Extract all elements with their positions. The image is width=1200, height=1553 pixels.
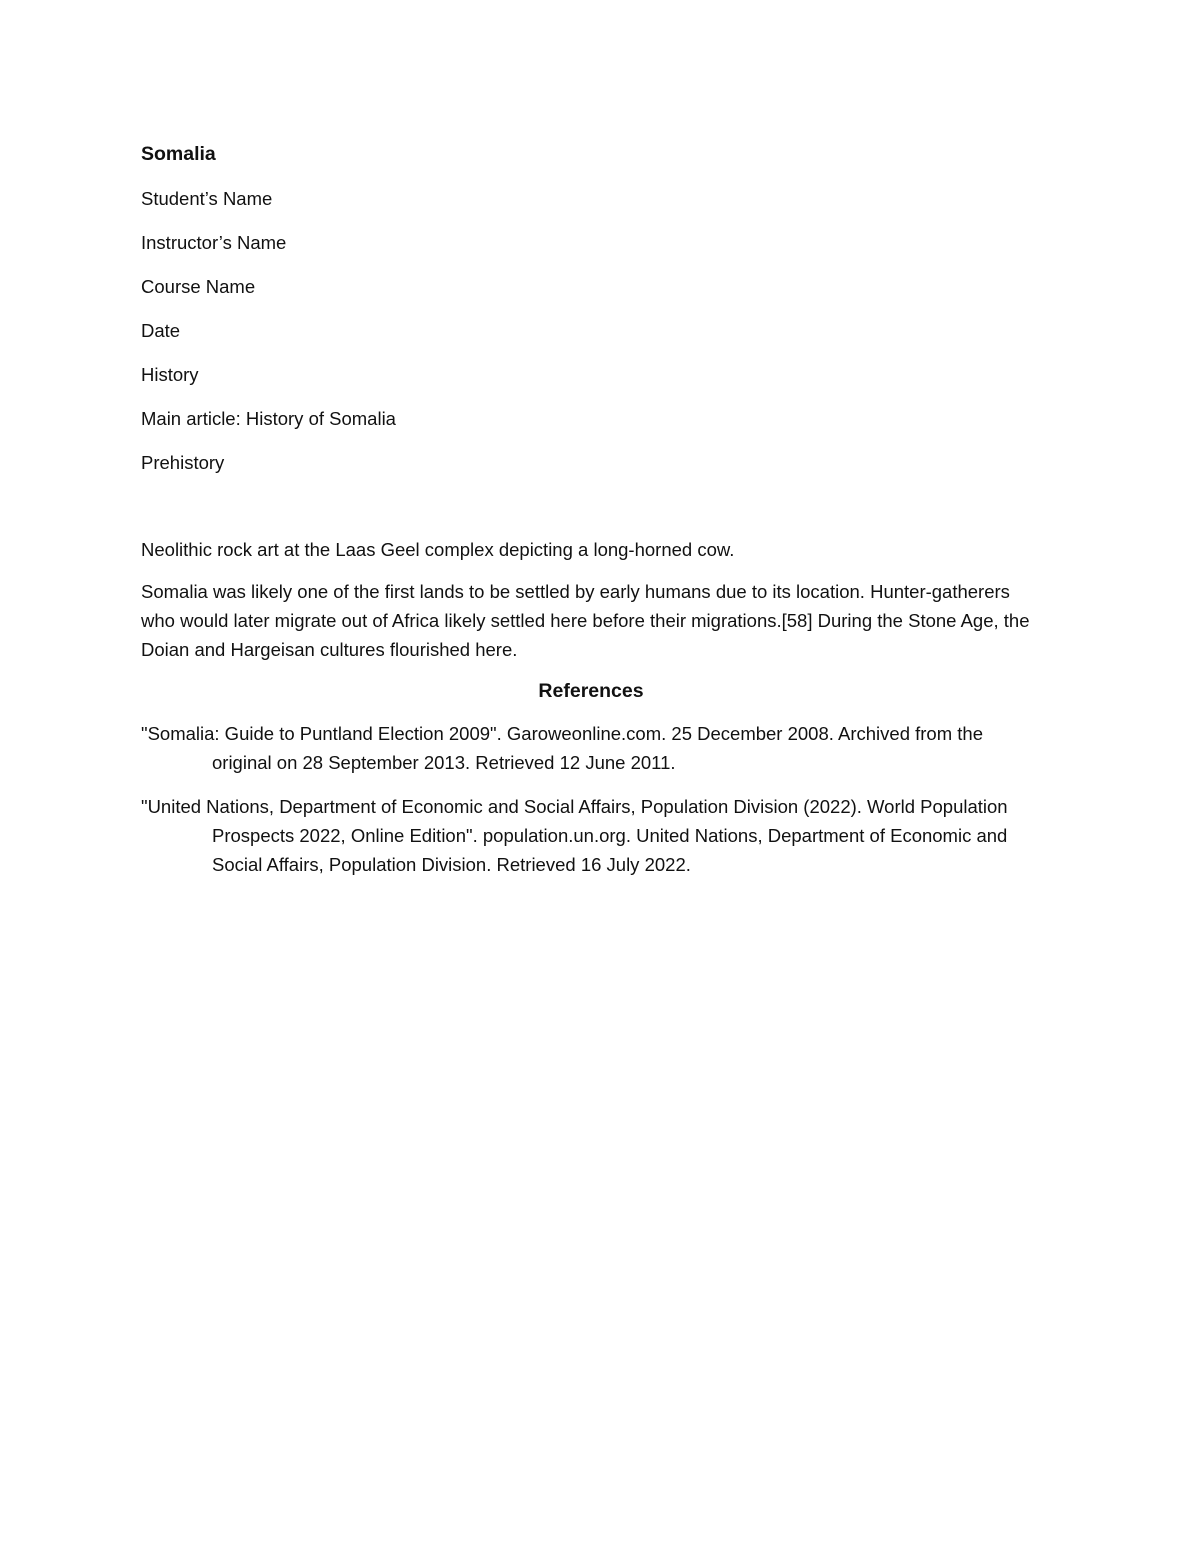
references-heading: References [538, 680, 644, 702]
student-name-line: Student’s Name [141, 188, 273, 209]
image-caption: Neolithic rock art at the Laas Geel complex depicting a long-horned cow. [141, 539, 735, 560]
instructor-name-line: Instructor’s Name [141, 232, 287, 253]
reference-item: "United Nations, Department of Economic and Social Affairs, Population Division (2022). World Population Prospects 2022, Online Edition". population.un.org. United Nations, Department of Economic and Social Affairs, Population Division. Retrieved 16 July 2022. [141, 796, 1008, 875]
document-title: Somalia [141, 143, 216, 165]
main-article-line: Main article: History of Somalia [141, 408, 396, 429]
document-content [141, 140, 1041, 894]
section-heading-prehistory: Prehistory [141, 452, 225, 473]
date-line: Date [141, 320, 181, 341]
blank-line [141, 492, 1041, 535]
reference-item: "Somalia: Guide to Puntland Election 2009". Garoweonline.com. 25 December 2008. Archived from the original on 28 September 2013. Retrieved 12 June 2011. [141, 723, 983, 773]
course-name-line: Course Name [141, 276, 256, 297]
section-heading-history: History [141, 364, 199, 385]
body-paragraph: Somalia was likely one of the first lands to be settled by early humans due to its location. Hunter-gatherers who would later migrate out of Africa likely settled here before their migrations.[58] During the Stone Age, the Doian and Hargeisan cultures flourished here. [141, 581, 1030, 660]
